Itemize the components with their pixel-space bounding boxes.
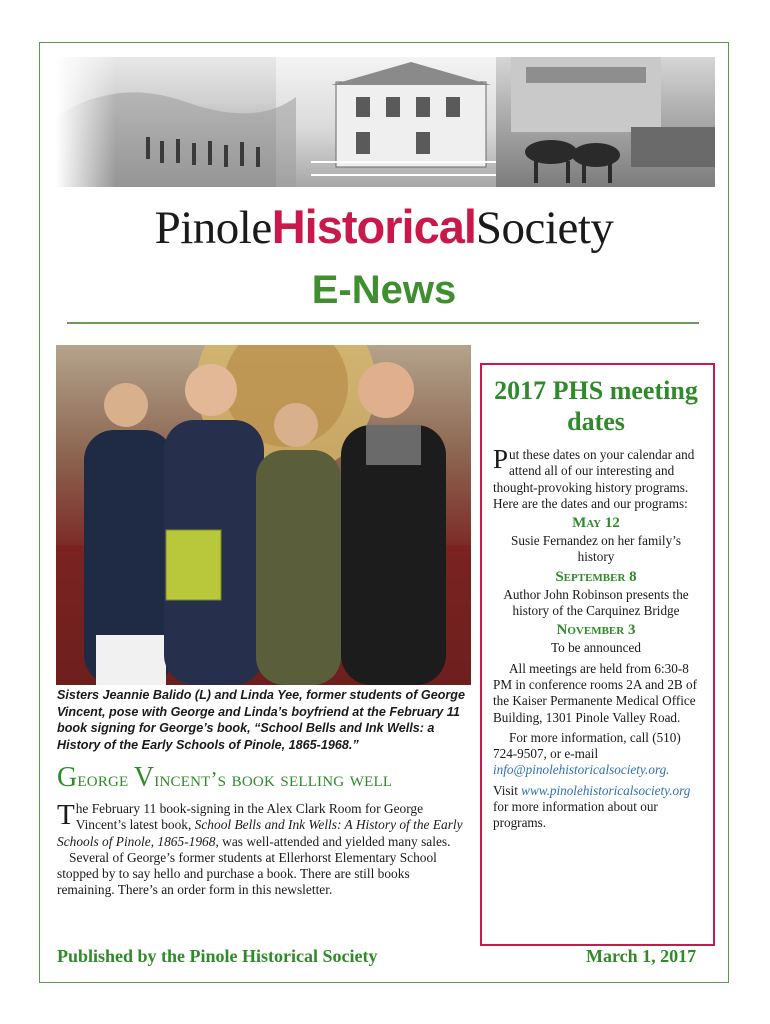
website-info [493,783,699,832]
headline-initial-g: G [57,762,78,793]
issue-date: March 1, 2017 [586,946,697,966]
banner-illustration [56,57,715,187]
meeting-desc-2: Author John Robinson presents the history of the Carquinez Bridge [503,586,689,619]
meeting-dates-box [480,363,715,946]
email-link[interactable]: info@pinolehistoricalsociety.org. [493,762,670,778]
book-title: School Bells and Ink Wells: A History of the Early Schools of Pinole, 1865-1968 [57,817,463,849]
banner-fade [56,57,116,187]
masthead-historical: Historical [271,200,476,253]
meeting-location: All meetings are held from 6:30-8 PM in conference rooms 2A and 2B of the Kaiser Permanente Medical Office Building, 1301 Pinole Valley Road. [493,660,697,725]
masthead-divider [67,322,699,324]
headline-word-george: eorge [77,767,134,791]
meeting-dates-intro [493,444,699,512]
article-paragraph-1 [57,801,469,850]
meeting-date-1: May 12 [572,515,620,532]
meeting-desc-1: Susie Fernandez on her family’s history [511,533,681,565]
article-paragraph-2: Several of George’s former students at Ellerhorst Elementary School stopped by to say hello and purchase a book. There are still books remaining. There’s an order form in this newsletter. [57,849,437,898]
masthead-subtitle: E-News [311,268,457,312]
article-headline [57,763,477,794]
website-link[interactable]: www.pinolehistoricalsociety.org [521,782,691,798]
book-signing-illustration [56,345,471,685]
headline-initial-v: V [133,762,155,793]
meeting-date-3: November 3 [556,622,636,639]
contact-text: For more information, call (510) 724-9507, or e-mail [493,729,681,762]
contact-info [493,730,699,779]
article-dropcap: T [57,799,75,831]
intro-text: ut these dates on your calendar and attend all of our interesting and thought-provoking history programs. Here are the dates and our programs: [493,447,695,511]
article-body [57,801,469,899]
article-p1-start: he February 11 book-signing in the Alex Clark Room for George Vincent’s latest book, [75,801,424,833]
book-signing-photo [56,345,471,685]
photo-caption: Sisters Jeannie Balido (L) and Linda Yee, former students of George Vincent, pose with George and Linda’s boyfriend at the February 11 book signing for George’s book, “School Bells and Ink Wells: a History of the Early Schools of Pinole, 1865-1968.” [57,688,465,752]
headline-rest: incent’s book selling well [154,767,393,791]
masthead-title [39,197,729,258]
article-p1-end: , was well-attended and yielded many sales. [215,833,451,849]
meeting-dates-title: 2017 PHS meeting dates [494,376,698,436]
masthead-society: Society [475,202,614,254]
header-photo-banner [56,57,715,187]
intro-dropcap: P [493,444,509,474]
meeting-desc-3: To be announced [551,640,641,656]
meeting-date-2: September 8 [555,568,637,585]
publisher-line: Published by the Pinole Historical Society [57,946,378,966]
visit-label: Visit [493,782,522,798]
masthead-pinole: Pinole [154,202,272,254]
website-tail: for more information about our programs. [493,799,658,831]
